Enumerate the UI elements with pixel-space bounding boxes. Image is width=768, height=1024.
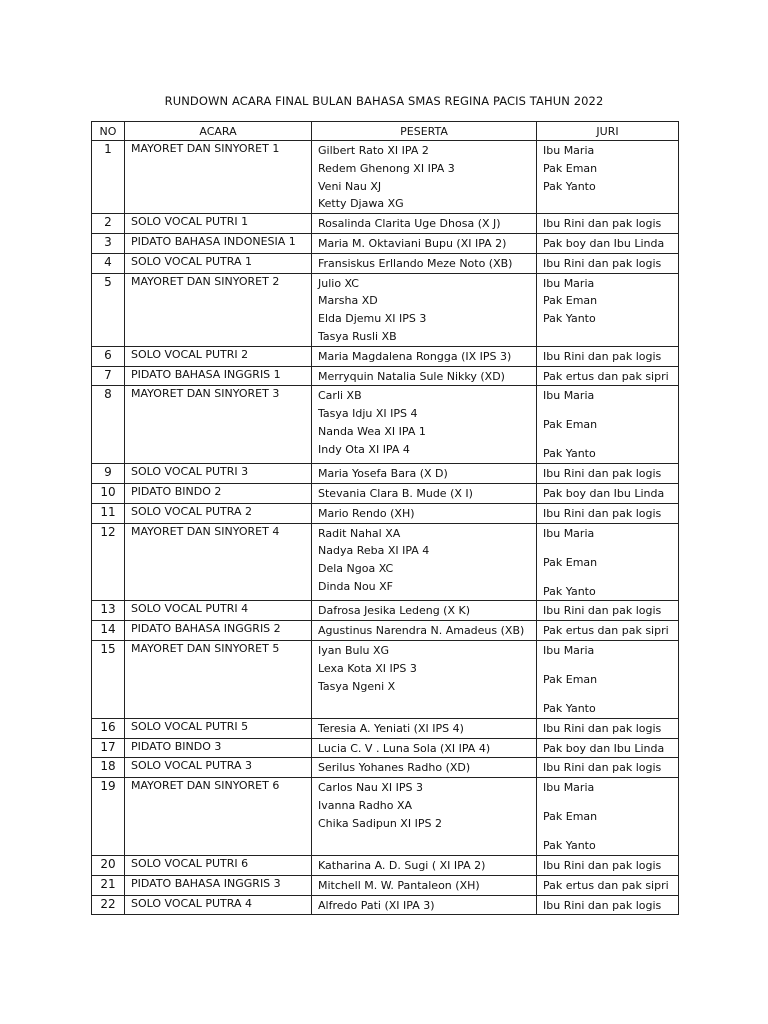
peserta-name: Chika Sadipun XI IPS 2: [318, 816, 442, 830]
peserta-name: Dafrosa Jesika Ledeng (X K): [318, 604, 471, 618]
acara-cell: SOLO VOCAL PUTRI 4: [125, 601, 312, 621]
peserta-cell: [312, 601, 537, 621]
juri-name: Pak Eman: [543, 810, 598, 824]
acara-cell: SOLO VOCAL PUTRA 2: [125, 503, 312, 523]
table-row: [92, 758, 679, 778]
table-row: [92, 273, 679, 346]
peserta-cell: [312, 366, 537, 386]
juri-name: Pak Yanto: [543, 701, 596, 715]
juri-name: Pak Eman: [543, 294, 598, 308]
peserta-name: Radit Nahal XA: [318, 526, 401, 540]
peserta-cell: [312, 273, 537, 346]
juri-name: Ibu Rini dan pak logis: [543, 761, 662, 775]
juri-name: Pak Yanto: [543, 312, 596, 326]
acara-cell: SOLO VOCAL PUTRA 1: [125, 253, 312, 273]
peserta-cell: [312, 738, 537, 758]
peserta-cell: [312, 483, 537, 503]
peserta-cell: [312, 214, 537, 234]
juri-name: Pak Eman: [543, 555, 598, 569]
row-number: 18: [92, 758, 125, 778]
row-number: 11: [92, 503, 125, 523]
peserta-cell: [312, 758, 537, 778]
table-body: [92, 141, 679, 915]
juri-cell: [537, 738, 679, 758]
acara-cell: SOLO VOCAL PUTRI 5: [125, 718, 312, 738]
table-row: [92, 214, 679, 234]
peserta-name: Gilbert Rato XI IPA 2: [318, 144, 429, 157]
row-number: 8: [92, 386, 125, 464]
peserta-name: Serilus Yohanes Radho (XD): [318, 761, 471, 775]
header-juri: JURI: [537, 122, 679, 141]
peserta-cell: [312, 875, 537, 895]
peserta-name: Agustinus Narendra N. Amadeus (XB): [318, 624, 525, 638]
table-row: [92, 483, 679, 503]
peserta-name: Iyan Bulu XG: [318, 643, 390, 657]
juri-cell: [537, 141, 679, 214]
juri-cell: [537, 601, 679, 621]
header-acara: ACARA: [125, 122, 312, 141]
juri-name: Ibu Rini dan pak logis: [543, 349, 662, 363]
juri-cell: [537, 366, 679, 386]
acara-cell: SOLO VOCAL PUTRA 4: [125, 895, 312, 915]
peserta-cell: [312, 718, 537, 738]
juri-cell: [537, 273, 679, 346]
peserta-cell: [312, 523, 537, 601]
table-row: [92, 523, 679, 601]
peserta-name: Indy Ota XI IPA 4: [318, 442, 410, 456]
table-row: [92, 875, 679, 895]
peserta-name: Redem Ghenong XI IPA 3: [318, 161, 455, 175]
table-row: [92, 778, 679, 856]
peserta-name: Marsha XD: [318, 294, 378, 308]
juri-name: Ibu Rini dan pak logis: [543, 898, 662, 912]
juri-name: Pak Yanto: [543, 839, 596, 853]
juri-cell: [537, 758, 679, 778]
peserta-name: Nanda Wea XI IPA 1: [318, 424, 426, 438]
juri-name: Ibu Maria: [543, 389, 595, 403]
row-number: 12: [92, 523, 125, 601]
peserta-cell: [312, 640, 537, 718]
peserta-name: Maria Yosefa Bara (X D): [318, 467, 448, 481]
peserta-cell: [312, 621, 537, 641]
peserta-name: Veni Nau XJ: [318, 179, 382, 193]
peserta-name: Katharina A. D. Sugi ( XI IPA 2): [318, 858, 486, 872]
juri-name: Pak Yanto: [543, 584, 596, 598]
juri-name: Ibu Maria: [543, 781, 595, 795]
juri-cell: [537, 778, 679, 856]
peserta-cell: [312, 386, 537, 464]
juri-name: Pak Yanto: [543, 447, 596, 461]
acara-cell: SOLO VOCAL PUTRI 1: [125, 214, 312, 234]
juri-name: Pak ertus dan pak sipri: [543, 878, 669, 892]
table-row: [92, 141, 679, 214]
juri-name: Ibu Rini dan pak logis: [543, 858, 662, 872]
juri-name: Pak Eman: [543, 418, 598, 432]
peserta-name: Dela Ngoa XC: [318, 562, 394, 576]
peserta-cell: [312, 503, 537, 523]
juri-name: Ibu Maria: [543, 276, 595, 290]
acara-cell: SOLO VOCAL PUTRI 6: [125, 855, 312, 875]
row-number: 17: [92, 738, 125, 758]
juri-name: Pak ertus dan pak sipri: [543, 369, 669, 383]
table-row: [92, 386, 679, 464]
table-row: [92, 621, 679, 641]
acara-cell: PIDATO BAHASA INGGRIS 1: [125, 366, 312, 386]
juri-name: Pak boy dan Ibu Linda: [543, 486, 665, 500]
table-row: [92, 253, 679, 273]
peserta-name: Julio XC: [318, 276, 359, 290]
juri-cell: [537, 895, 679, 915]
juri-name: Ibu Maria: [543, 643, 595, 657]
juri-cell: [537, 718, 679, 738]
peserta-name: Dinda Nou XF: [318, 579, 394, 593]
peserta-cell: [312, 895, 537, 915]
peserta-name: Mario Rendo (XH): [318, 506, 415, 520]
juri-name: Ibu Rini dan pak logis: [543, 467, 662, 481]
peserta-name: Stevania Clara B. Mude (X I): [318, 486, 473, 500]
row-number: 3: [92, 233, 125, 253]
peserta-name: Teresia A. Yeniati̇ (XI IPS 4): [318, 721, 464, 735]
row-number: 15: [92, 640, 125, 718]
header-no: NO: [92, 122, 125, 141]
peserta-cell: [312, 253, 537, 273]
peserta-cell: [312, 233, 537, 253]
row-number: 13: [92, 601, 125, 621]
juri-name: Pak ertus dan pak sipri: [543, 624, 669, 638]
juri-cell: [537, 233, 679, 253]
peserta-name: Tasya Idju XI IPS 4: [318, 407, 418, 421]
juri-cell: [537, 875, 679, 895]
table-row: [92, 738, 679, 758]
table-row: [92, 601, 679, 621]
acara-cell: MAYORET DAN SINYORET 6: [125, 778, 312, 856]
juri-name: Pak Yanto: [543, 179, 596, 193]
peserta-name: Alfredo Pati̇ (XI IPA 3): [318, 898, 435, 912]
juri-name: Ibu Rini dan pak logis: [543, 506, 662, 520]
table-row: [92, 640, 679, 718]
peserta-name: Fransiskus Erllando Meze Noto (XB): [318, 256, 513, 270]
peserta-name: Maria M. Oktaviani Bupu (XI IPA 2): [318, 236, 507, 250]
acara-cell: PIDATO BINDO 3: [125, 738, 312, 758]
peserta-name: Merryquin Natalia Sule Nikky (XD): [318, 369, 505, 383]
acara-cell: SOLO VOCAL PUTRI 2: [125, 346, 312, 366]
row-number: 10: [92, 483, 125, 503]
juri-name: Ibu Maria: [543, 526, 595, 540]
header-row: [92, 122, 679, 141]
rundown-table: [91, 121, 679, 915]
peserta-name: Tasya Rusli XB: [318, 329, 397, 343]
peserta-name: Ivanna Radho XA: [318, 798, 413, 812]
acara-cell: PIDATO BAHASA INGGRIS 3: [125, 875, 312, 895]
table-header: [92, 122, 679, 141]
table-row: [92, 233, 679, 253]
header-peserta: PESERTA: [312, 122, 537, 141]
acara-cell: MAYORET DAN SINYORET 4: [125, 523, 312, 601]
table-row: [92, 366, 679, 386]
juri-cell: [537, 253, 679, 273]
juri-name: Ibu Rini dan pak logis: [543, 721, 662, 735]
peserta-cell: [312, 346, 537, 366]
juri-cell: [537, 346, 679, 366]
peserta-name: Nadya Reba XI IPA 4: [318, 544, 430, 558]
peserta-name: Tasya Ngeni X: [318, 679, 396, 693]
juri-name: Ibu Rini dan pak logis: [543, 217, 662, 231]
juri-name: Pak Eman: [543, 672, 598, 686]
table-row: [92, 346, 679, 366]
row-number: 16: [92, 718, 125, 738]
juri-cell: [537, 483, 679, 503]
juri-name: Pak boy dan Ibu Linda: [543, 236, 665, 250]
juri-name: Ibu Rini dan pak logis: [543, 256, 662, 270]
acara-cell: MAYORET DAN SINYORET 3: [125, 386, 312, 464]
table-row: [92, 718, 679, 738]
juri-cell: [537, 640, 679, 718]
juri-name: Ibu Rini dan pak logis: [543, 604, 662, 618]
peserta-name: Carli XB: [318, 389, 362, 403]
peserta-name: Lexa Kota XI IPS 3: [318, 661, 417, 675]
acara-cell: MAYORET DAN SINYORET 1: [125, 141, 312, 214]
row-number: 1: [92, 141, 125, 214]
row-number: 19: [92, 778, 125, 856]
row-number: 6: [92, 346, 125, 366]
table-row: [92, 855, 679, 875]
peserta-cell: [312, 855, 537, 875]
juri-cell: [537, 464, 679, 484]
row-number: 22: [92, 895, 125, 915]
peserta-name: Ketty Djawa XG: [318, 197, 404, 211]
juri-name: Pak boy dan Ibu Linda: [543, 741, 665, 755]
peserta-name: Maria Magdalena Rongga (IX IPS 3): [318, 349, 512, 363]
peserta-cell: [312, 141, 537, 214]
juri-cell: [537, 503, 679, 523]
row-number: 5: [92, 273, 125, 346]
peserta-name: Elda Djemu XI IPS 3: [318, 312, 427, 326]
peserta-name: Carlos Nau XI IPS 3: [318, 781, 424, 795]
juri-cell: [537, 621, 679, 641]
acara-cell: PIDATO BAHASA INDONESIA 1: [125, 233, 312, 253]
table-row: [92, 503, 679, 523]
acara-cell: MAYORET DAN SINYORET 2: [125, 273, 312, 346]
acara-cell: SOLO VOCAL PUTRA 3: [125, 758, 312, 778]
acara-cell: PIDATO BAHASA INGGRIS 2: [125, 621, 312, 641]
table-row: [92, 895, 679, 915]
row-number: 7: [92, 366, 125, 386]
row-number: 9: [92, 464, 125, 484]
peserta-name: Mitchell M. W. Pantaleon (XH): [318, 878, 480, 892]
peserta-name: Lucia C. V . Luna Sola (XI IPA 4): [318, 741, 491, 755]
row-number: 21: [92, 875, 125, 895]
juri-name: Ibu Maria: [543, 144, 595, 157]
peserta-name: Rosalinda Clarita Uge Dhosa (X J): [318, 217, 501, 231]
juri-cell: [537, 523, 679, 601]
table-row: [92, 464, 679, 484]
row-number: 2: [92, 214, 125, 234]
row-number: 4: [92, 253, 125, 273]
acara-cell: SOLO VOCAL PUTRI 3: [125, 464, 312, 484]
row-number: 20: [92, 855, 125, 875]
document-title: RUNDOWN ACARA FINAL BULAN BAHASA SMAS REGINA PACIS TAHUN 2022: [164, 94, 604, 108]
row-number: 14: [92, 621, 125, 641]
juri-name: Pak Eman: [543, 161, 598, 175]
juri-cell: [537, 214, 679, 234]
juri-cell: [537, 386, 679, 464]
peserta-cell: [312, 778, 537, 856]
acara-cell: MAYORET DAN SINYORET 5: [125, 640, 312, 718]
peserta-cell: [312, 464, 537, 484]
juri-cell: [537, 855, 679, 875]
acara-cell: PIDATO BINDO 2: [125, 483, 312, 503]
